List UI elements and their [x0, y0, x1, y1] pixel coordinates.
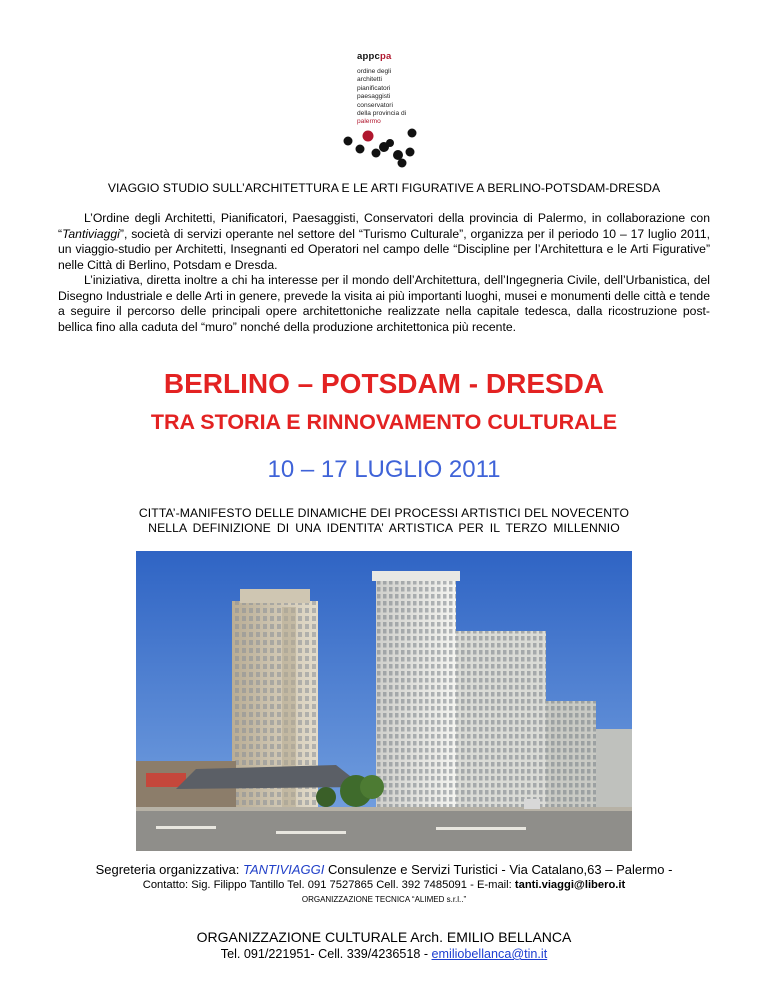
trip-dates: 10 – 17 LUGLIO 2011: [267, 456, 501, 483]
logo-line: della provincia di: [357, 110, 407, 118]
agency-name: TANTIVIAGGI: [243, 862, 325, 877]
organization-logo: [357, 51, 477, 127]
logo-line: pianificatori: [357, 84, 391, 92]
contact-email[interactable]: tanti.viaggi@libero.it: [514, 879, 626, 891]
logo-name: appcpa: [357, 51, 392, 62]
contact-line: Contatto: Sig. Filippo Tantillo Tel. 091 7527865 Cell. 392 7485091 - E-mail: tanti.viaggi@libero.it: [142, 879, 626, 891]
logo-line: paesaggisti: [357, 93, 391, 101]
cultural-organization: ORGANIZZAZIONE CULTURALE Arch. EMILIO BELLANCA: [196, 929, 572, 945]
tagline-line-1: CITTA’-MANIFESTO DELLE DINAMICHE DEI PROCESSI ARTISTICI DEL NOVECENTO: [138, 506, 630, 520]
cultural-contact-line: Tel. 091/221951- Cell. 339/4236518 - emiliobellanca@tin.it: [220, 947, 548, 961]
technical-organization: ORGANIZZAZIONE TECNICA “ALIMED s.r.l..”: [301, 895, 467, 904]
main-subtitle: TRA STORIA E RINNOVAMENTO CULTURALE: [150, 410, 618, 434]
potsdamer-platz-photo: [136, 551, 632, 851]
cultural-email-link[interactable]: emiliobellanca@tin.it: [431, 947, 548, 961]
logo-line: conservatori: [357, 101, 393, 109]
tagline-line-2: NELLA DEFINIZIONE DI UNA IDENTITA’ ARTISTICA PER IL TERZO MILLENNIO: [148, 521, 620, 535]
logo-line: architetti: [357, 76, 382, 84]
intro-paragraph: L’Ordine degli Architetti, Pianificatori, Paesaggisti, Conservatori della provincia di Palermo, in collaborazione con “Tantiviaggi”, società di servizi operante nel settore del “Turismo Culturale”, organizza per il periodo 10 – 17 luglio 2011, un viaggio-studio per Architetti, Insegnanti ed Operatori nel campo delle “Discipline per l’Architettura e le Arti Figurative” nelle Città di Berlino, Potsdam e Dresda. L’iniziativa, diretta inoltre a chi ha interesse per il mondo dell’Architettura, dell’Ingegneria Civile, dell’Urbanistica, del Disegno Industriale e delle Arti in genere, prevede la visita ai più importanti luoghi, musei e monumenti delle città e tende a seguire il percorso delle principali opere architettoniche realizzate nella capitale tedesca, dalla ricostruzione post-bellica fino alla caduta del “muro” nonché della produzione architettonica più recente.: [58, 211, 710, 334]
secretariat-line: Segreteria organizzativa: TANTIVIAGGI Consulenze e Servizi Turistici - Via Catalano,63 – Palermo -: [95, 862, 673, 877]
logo-text-lines: [357, 68, 477, 127]
details-paragraph: L’iniziativa, diretta inoltre a chi ha interesse per il mondo dell’Architettura, dell’Ingegneria Civile, dell’Urbanistica, del Disegno Industriale e delle Arti in genere, prevede la visita ai più importanti luoghi, musei e monumenti delle città e tende a seguire il percorso delle principali opere architettoniche realizzate nella capitale tedesca, dalla ricostruzione post-bellica fino alla caduta del “muro” nonché della produzione architettonica più recente.: [58, 273, 710, 334]
logo-dots-icon: [340, 127, 430, 171]
logo-line: ordine degli: [357, 68, 392, 75]
main-title: BERLINO – POTSDAM - DRESDA: [163, 368, 605, 399]
trip-headline: VIAGGIO STUDIO SULL’ARCHITETTURA E LE ARTI FIGURATIVE A BERLINO-POTSDAM-DRESDA: [107, 181, 661, 195]
logo-line-palermo: palermo: [357, 118, 381, 126]
